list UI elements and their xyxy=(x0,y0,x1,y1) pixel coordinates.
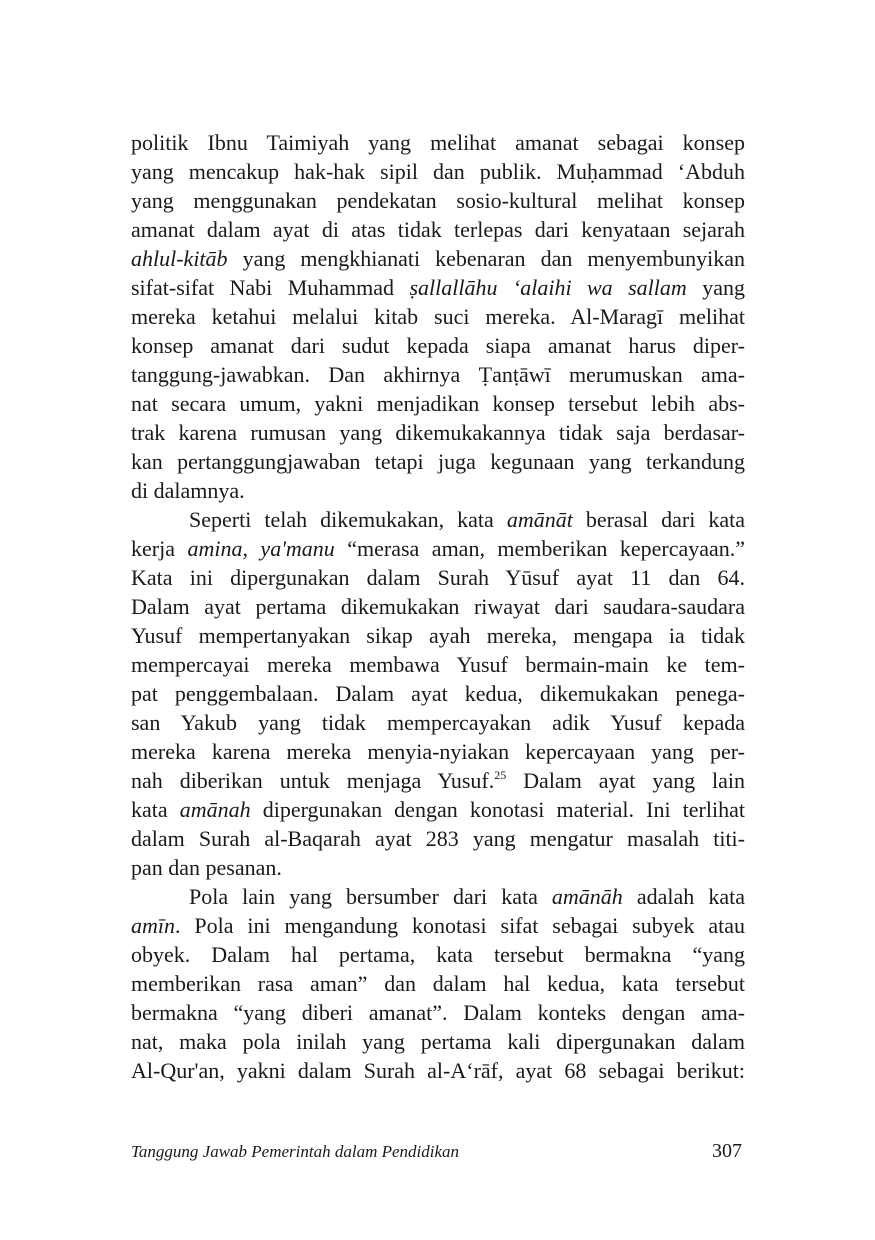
text-line xyxy=(131,650,745,679)
italic-term: amīn xyxy=(131,913,175,938)
text-line xyxy=(131,157,745,186)
text-line xyxy=(131,940,745,969)
text-run: tanggung-jawabkan. Dan akhirnya Ṭanṭāwī merumuskan ama- xyxy=(131,362,745,387)
text-run: mereka ketahui melalui kitab suci mereka. Al-Maragī melihat xyxy=(131,304,745,329)
text-line xyxy=(131,360,745,389)
text-run: sifat-sifat Nabi Muhammad xyxy=(131,275,410,300)
text-line xyxy=(131,824,745,853)
text-run: dipergunakan dengan konotasi material. Ini terlihat xyxy=(250,797,745,822)
text-run: nah diberikan untuk menjaga Yusuf. xyxy=(131,768,495,793)
text-run: Pola lain yang bersumber dari kata xyxy=(189,884,552,909)
text-line xyxy=(131,186,745,215)
footnote-marker: 25 xyxy=(494,768,507,782)
text-line xyxy=(131,476,745,505)
text-run: memberikan rasa aman” dan dalam hal kedua, kata tersebut xyxy=(131,971,745,996)
text-run: obyek. Dalam hal pertama, kata tersebut bermakna “yang xyxy=(131,942,745,967)
text-line xyxy=(131,592,745,621)
text-run: mereka karena mereka menyia-nyiakan kepercayaan yang per- xyxy=(131,739,745,764)
page-number: 307 xyxy=(712,1140,742,1162)
text-run: yang mencakup hak-hak sipil dan publik. Muḥammad ‘Abduh xyxy=(131,159,745,184)
text-run: trak karena rumusan yang dikemukakannya tidak saja berdasar- xyxy=(131,420,745,445)
text-line xyxy=(131,969,745,998)
text-run: pan dan pesanan. xyxy=(131,855,282,880)
text-run: Kata ini dipergunakan dalam Surah Yūsuf ayat 11 dan 64. xyxy=(131,565,745,590)
text-line xyxy=(131,737,745,766)
text-line xyxy=(131,389,745,418)
text-run: nat, maka pola inilah yang pertama kali dipergunakan dalam xyxy=(131,1029,745,1054)
text-run: adalah kata xyxy=(622,884,745,909)
text-run: di dalamnya. xyxy=(131,478,245,503)
text-line xyxy=(131,911,745,940)
italic-term: ahlul-kitāb xyxy=(131,246,228,271)
text-run: Dalam ayat yang lain xyxy=(506,768,745,793)
text-run: yang xyxy=(686,275,745,300)
text-line xyxy=(131,882,745,911)
body-text xyxy=(131,128,745,1085)
text-run: . Pola ini mengandung konotasi sifat sebagai subyek atau xyxy=(175,913,745,938)
text-run: berasal dari kata xyxy=(572,507,746,532)
italic-term: amānah xyxy=(179,797,251,822)
italic-term: amānāh xyxy=(551,884,623,909)
text-line xyxy=(131,128,745,157)
text-run: Seperti telah dikemukakan, kata xyxy=(189,507,507,532)
text-run: kan pertanggungjawaban tetapi juga kegunaan yang terkandung xyxy=(131,449,745,474)
text-line xyxy=(131,273,745,302)
text-run: nat secara umum, yakni menjadikan konsep tersebut lebih abs- xyxy=(131,391,745,416)
text-line xyxy=(131,505,745,534)
text-run: amanat dalam ayat di atas tidak terlepas dari kenyataan sejarah xyxy=(131,217,745,242)
text-run: dalam Surah al-Baqarah ayat 283 yang mengatur masalah titi- xyxy=(131,826,745,851)
text-line xyxy=(131,534,745,563)
text-run: konsep amanat dari sudut kepada siapa amanat harus diper- xyxy=(131,333,745,358)
text-line xyxy=(131,1056,745,1085)
italic-term: amānāt xyxy=(506,507,573,532)
text-run: kata xyxy=(131,797,180,822)
italic-term: amina, ya'manu xyxy=(187,536,335,561)
text-run: Dalam ayat pertama dikemukakan riwayat dari saudara-saudara xyxy=(131,594,745,619)
text-line xyxy=(131,418,745,447)
text-run: Yusuf mempertanyakan sikap ayah mereka, mengapa ia tidak xyxy=(131,623,745,648)
text-run: kerja xyxy=(131,536,188,561)
text-run: mempercayai mereka membawa Yusuf bermain-main ke tem- xyxy=(131,652,745,677)
text-line xyxy=(131,795,745,824)
text-run: bermakna “yang diberi amanat”. Dalam konteks dengan ama- xyxy=(131,1000,745,1025)
text-run: Al-Qur'an, yakni dalam Surah al-A‘rāf, ayat 68 sebagai berikut: xyxy=(131,1058,745,1083)
running-footer-title: Tanggung Jawab Pemerintah dalam Pendidikan xyxy=(131,1142,460,1161)
text-line xyxy=(131,621,745,650)
text-line xyxy=(131,302,745,331)
text-line xyxy=(131,998,745,1027)
text-line xyxy=(131,563,745,592)
text-run: politik Ibnu Taimiyah yang melihat amanat sebagai konsep xyxy=(131,130,745,155)
text-line xyxy=(131,766,745,795)
text-run: pat penggembalaan. Dalam ayat kedua, dikemukakan penega- xyxy=(131,681,745,706)
text-run: yang mengkhianati kebenaran dan menyembunyikan xyxy=(227,246,745,271)
text-line xyxy=(131,853,745,882)
text-line xyxy=(131,331,745,360)
text-run: “merasa aman, memberikan kepercayaan.” xyxy=(334,536,746,561)
text-run: san Yakub yang tidak mempercayakan adik Yusuf kepada xyxy=(131,710,745,735)
text-line xyxy=(131,679,745,708)
text-line xyxy=(131,1027,745,1056)
italic-term: ṣallallāhu ‘alaihi wa sallam xyxy=(409,275,687,300)
text-run: yang menggunakan pendekatan sosio-kultural melihat konsep xyxy=(131,188,745,213)
text-line xyxy=(131,708,745,737)
text-line xyxy=(131,244,745,273)
text-line xyxy=(131,447,745,476)
text-line xyxy=(131,215,745,244)
